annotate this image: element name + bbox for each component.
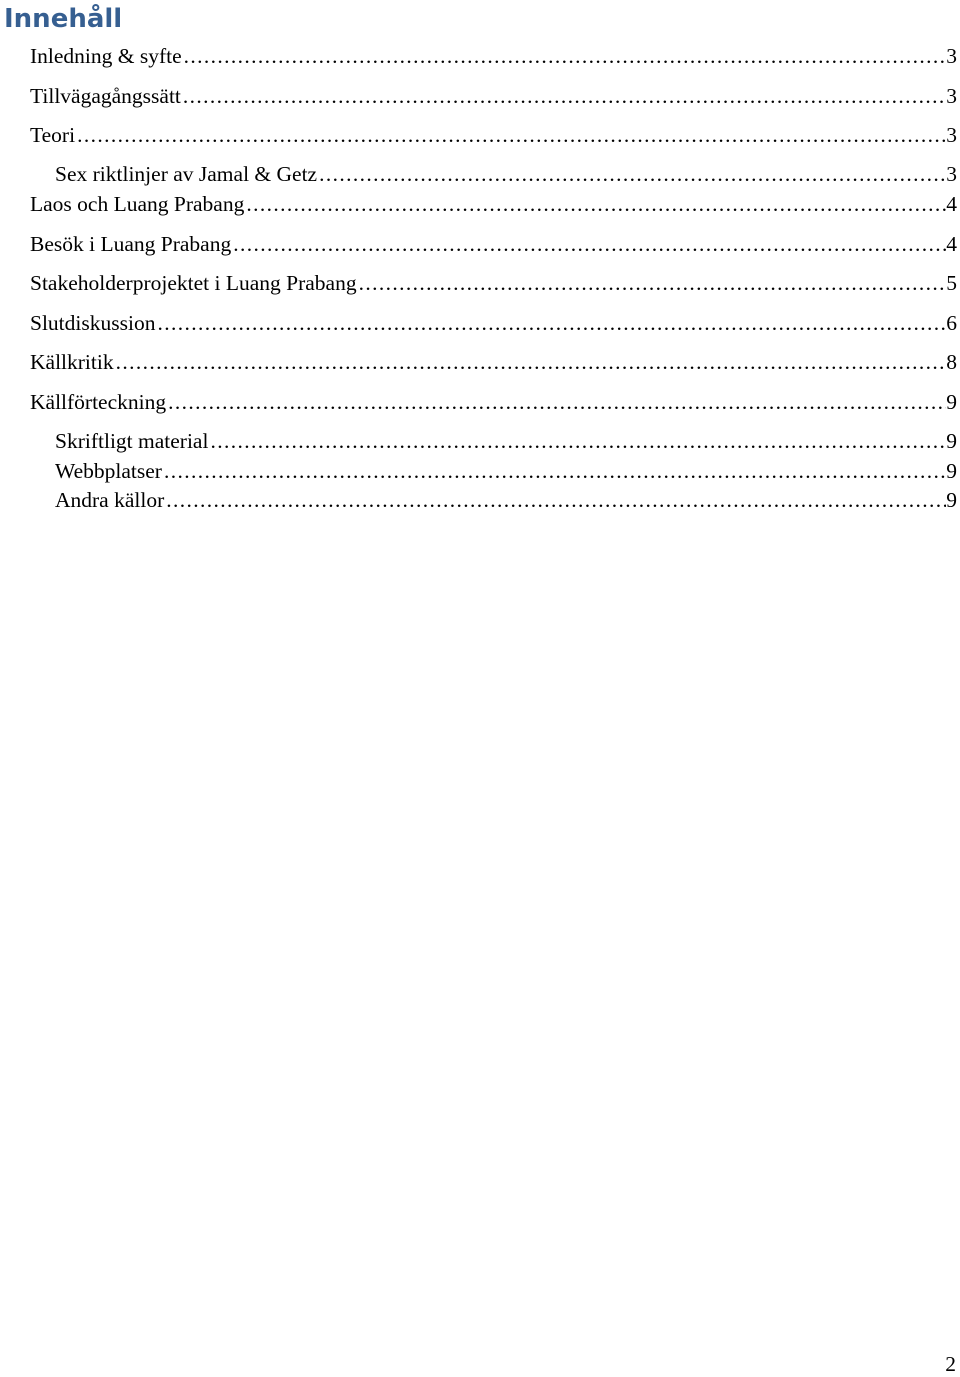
toc-entry-page: 4 — [946, 232, 957, 256]
toc-entry-page: 9 — [946, 459, 957, 483]
toc-entry-page: 3 — [946, 162, 957, 186]
toc-entry-sex-riktlinjer[interactable] — [55, 159, 960, 189]
toc-entry-laos[interactable] — [30, 189, 960, 219]
toc-entry-besok[interactable] — [30, 229, 960, 259]
toc-entry-inledning[interactable] — [30, 41, 960, 71]
toc-entry-page: 4 — [946, 192, 957, 216]
toc-entry-teori[interactable] — [30, 120, 960, 150]
toc-dot-leader — [244, 189, 946, 219]
toc-entry-page: 3 — [946, 84, 957, 108]
toc-dot-leader — [164, 485, 946, 515]
toc-dot-leader — [114, 347, 947, 377]
toc-entry-title: Tillvägagångssätt — [30, 84, 181, 108]
toc-dot-leader — [155, 308, 946, 338]
toc-dot-leader — [75, 120, 946, 150]
toc-entry-title: Besök i Luang Prabang — [30, 232, 232, 256]
toc-entry-title: Webbplatser — [55, 459, 162, 483]
toc-entry-page: 6 — [946, 311, 957, 335]
toc-dot-leader — [166, 387, 946, 417]
toc-dot-leader — [208, 426, 946, 456]
toc-entry-page: 9 — [946, 488, 957, 512]
toc-entry-page: 9 — [946, 390, 957, 414]
toc-dot-leader — [317, 159, 946, 189]
toc-dot-leader — [182, 41, 947, 71]
toc-entry-title: Stakeholderprojektet i Luang Prabang — [30, 271, 357, 295]
toc-entry-skriftligt-material[interactable] — [55, 426, 960, 456]
toc-entry-title: Slutdiskussion — [30, 311, 156, 335]
toc-entry-title: Teori — [30, 123, 76, 147]
toc-entry-title: Skriftligt material — [55, 429, 209, 453]
toc-entry-kallforteckning[interactable] — [30, 387, 960, 417]
toc-entry-andra-kallor[interactable] — [55, 485, 960, 515]
table-of-contents — [0, 0, 960, 520]
toc-entry-page: 5 — [946, 271, 957, 295]
toc-entry-title: Källförteckning — [30, 390, 167, 414]
toc-entry-slutdiskussion[interactable] — [30, 308, 960, 338]
toc-dot-leader — [162, 456, 946, 486]
toc-dot-leader — [231, 229, 946, 259]
toc-entry-title: Andra källor — [55, 488, 165, 512]
page-number: 2 — [945, 1352, 956, 1376]
toc-entry-page: 3 — [946, 44, 957, 68]
toc-dot-leader — [181, 81, 946, 111]
toc-entry-kallkritik[interactable] — [30, 347, 960, 377]
toc-entry-page: 9 — [946, 429, 957, 453]
toc-entry-stakeholderprojektet[interactable] — [30, 268, 960, 298]
toc-entry-webbplatser[interactable] — [55, 456, 960, 486]
toc-entry-title: Källkritik — [30, 350, 114, 374]
toc-entry-page: 3 — [946, 123, 957, 147]
toc-heading: Innehåll — [4, 4, 123, 34]
toc-entry-tillvagagangssatt[interactable] — [30, 81, 960, 111]
toc-entry-page: 8 — [946, 350, 957, 374]
toc-entry-title: Laos och Luang Prabang — [30, 192, 245, 216]
toc-entry-title: Inledning & syfte — [30, 44, 182, 68]
toc-dot-leader — [357, 268, 947, 298]
toc-entry-title: Sex riktlinjer av Jamal & Getz — [55, 162, 318, 186]
